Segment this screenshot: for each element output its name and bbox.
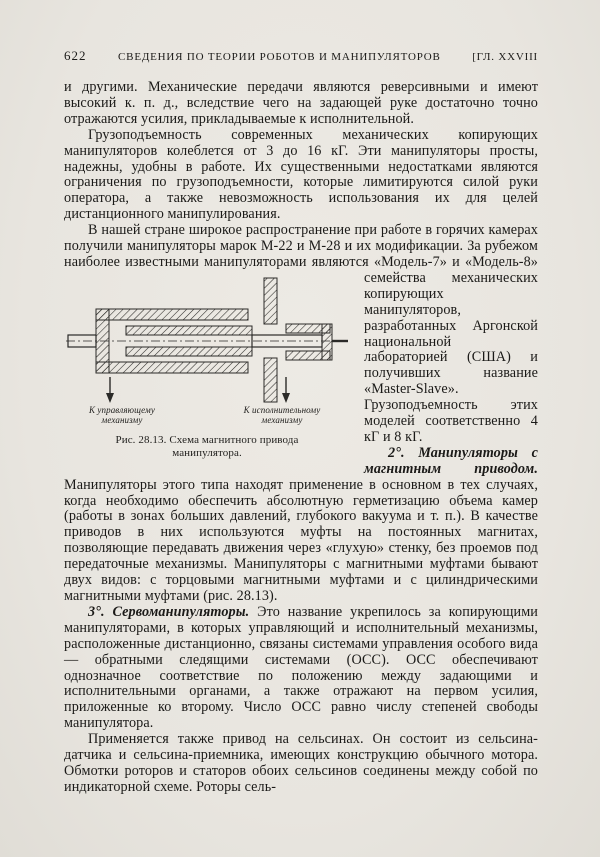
diagram-sealing-wall [264,278,277,402]
page-header [64,48,538,64]
diagram-slave-magnet [286,324,332,360]
paragraph-4-heading: 2°. Манипуляторы с магнитным приводом. [364,444,538,477]
paragraph-4 [64,446,538,605]
chapter-reference: [ГЛ. XXVIII [472,51,538,63]
page-body [64,80,538,796]
paragraph-2-text: Грузоподъемность современных механических копирующих манипуляторов колеблется от 3 до 16 кГ. Эти манипуляторы просты, надежны, удобны в работе. Их существенными недостатками являются ограничения по грузоподъемности, которые лимитируются силой руки оператора, а также невозможность использования их для целей дистанционного манипулирования. [64,126,538,223]
arrow-down-left-icon [106,377,114,403]
figure-label-to-master [66,405,178,426]
figure-label-to-slave-line1: К исполнительному [243,404,321,415]
paragraph-1 [64,80,538,128]
paragraph-5-text: Это название укрепилось за копирующими манипуляторами, в которых управляющий и исполнительный механизмы, расположенные дистанционно, связаны системами управления особого вида — обратными следящими системами (ОСС). ОСС обеспечивают однозначное соответствие по положению между задающими и исполнительными органами, а также отражают на первом усилия, приложенные ко второму. Число ОСС равно числу степеней свободы манипулятора. [64,603,538,732]
figure-label-to-slave-line2: механизму [261,415,303,426]
page-number: 622 [64,48,87,63]
paragraph-6-text: Применяется также привод на сельсинах. Он состоит из сельсина-датчика и сельсина-приемника, имеющих конструкцию обычного мотора. Обмотки роторов и статоров обоих сельсинов соединены между собой по индикаторной схеме. Роторы сель- [64,731,538,795]
figure-28-13-block [64,276,350,461]
paragraph-2 [64,128,538,223]
arrow-down-right-icon [282,377,290,403]
paragraph-5-heading: 3°. Сервоманипуляторы. [88,603,250,620]
figure-label-to-master-line2: механизму [101,415,143,426]
figure-label-to-slave [216,405,348,426]
figure-label-to-master-line1: К управляющему [88,404,155,415]
paragraph-3-text-after-figure: являются «Модель-7» и «Модель-8» семейства механических копирующих манипуляторов, разработанных Аргонской национальной лабораторией (США) и получивших название «Master-Slave». Грузоподъемность этих моделей соответственно 4 кГ и 8 кГ. [311,253,538,445]
paragraph-4-text: Манипуляторы этого типа находят применение в основном в тех случаях, когда необходимо обеспечить абсолютную герметизацию объема камер (работы в зонах больших давлений, глубокого вакуума и т. п.). В качестве приводов в них используются муфты на постоянных магнитах, позволяющие передавать движения через «глухую» стенку, без проемов под передаточные механизмы. Манипуляторы с магнитными муфтами бывают двух видов: с торцовыми магнитными муфтами и с цилиндрическими магнитными муфтами (рис. 28.13). [64,476,538,604]
paragraph-5 [64,605,538,732]
figure-arrow-labels [64,405,350,427]
paragraph-1-text: и другими. Механические передачи являются реверсивными и имеют высокий к. п. д., вследствие чего на задающей руке достаточно точно отражаются усилия, прикладываемые к исполнительной. [64,79,538,127]
paragraph-3 [64,222,538,460]
running-title: СВЕДЕНИЯ ПО ТЕОРИИ РОБОТОВ И МАНИПУЛЯТОРОВ [118,51,441,63]
magnetic-drive-diagram [64,276,350,404]
paragraph-6 [64,732,538,796]
figure-caption: Рис. 28.13. Схема магнитного привода манипулятора. [115,433,299,460]
paragraph-3-text-before-figure: В нашей стране широкое распространение при работе в горячих камерах получили манипуляторы марок М-22 и М-28 и их модификации. За рубежом наиболее известными манипуляторами [64,222,538,270]
